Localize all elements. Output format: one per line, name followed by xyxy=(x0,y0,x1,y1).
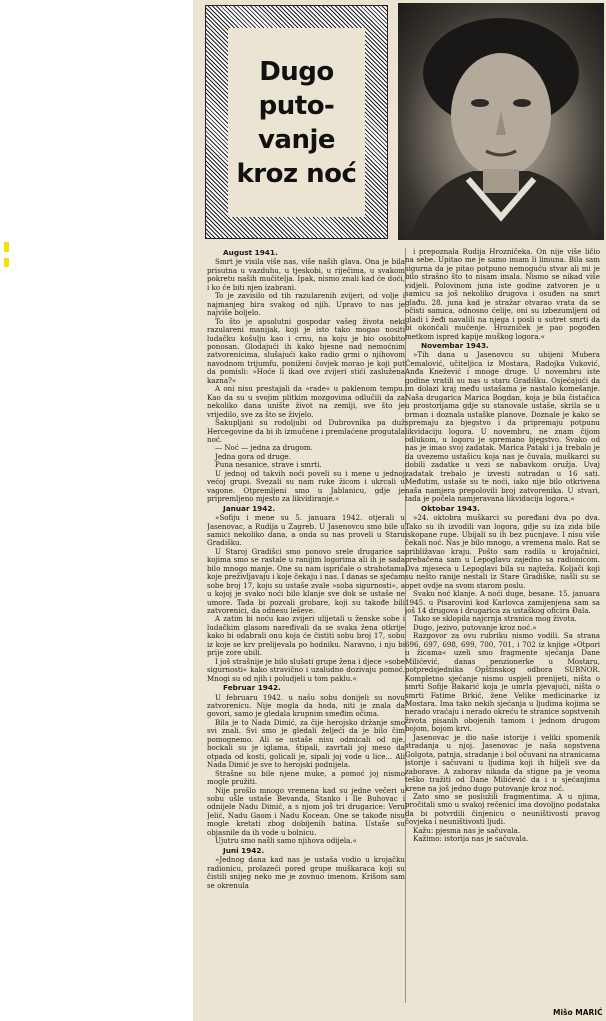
title-panel xyxy=(228,28,365,217)
article-column-left xyxy=(207,248,405,1018)
article-paragraph: Bila je to Nada Dimić, za čije herojsko držanje smo svi znali. Svi smo je gledali željeći da je bilo čim pomognemo. Ali se ustaše nisu odmicali od nje, bockali su je iglama, štipali, zavrtali joj meso da otpada od kosti, golicali je, sipali joj vode u lice... Ali Nada Dimić je sve to herojski podnijela. xyxy=(207,717,405,770)
author-signature: Mišo MARIĆ xyxy=(553,1008,603,1017)
article-paragraph: A zatim bi noću kao zvijeri ulijetali u ženske sobe i ludačkim glasom naređivali da se svaka žena otkrije kako bi odabrali onu koja će čistiti sobu broj 17, sobu iz koje se krv prelijevala po hodniku. Naravno, i nju bi prije zore ubili. xyxy=(207,614,405,658)
article-paragraph: »Jednog dana kad nas je ustaša vodio u krojačku radionicu, prolazeći pored grupe muškaraca koji su čistili snijeg neko me je zovnuo imenom. Krišom sam se okrenula xyxy=(207,855,405,890)
article-paragraph: To što je apsolutni gospodar vašeg života neki razulareni manijak, koji je isto tako mogao nositi ludačku košulju kao i crnu, na koju je bio osobito ponosan. Glodajući ih kako bjesne nad nemoćnim zatvorenicima, slušajući kako radio grmi o njihovom navodnom trijumfu, poniženi čovjek morao je koji put da pomisli: »Hoće li ikad ove zvijeri stići zaslužena kazna?« xyxy=(207,316,405,385)
title-box xyxy=(205,5,388,239)
article-paragraph: Sakupljani su rodoljubi od Dubrovnika pa duž Hercegovine da bi ih izmučene i premlaćene progutala noć. xyxy=(207,418,405,444)
section-heading: Novembar 1943. xyxy=(421,340,489,350)
article-paragraph: Smrt je visila više nas, više naših glava. Ona je bila prisutna u vazduhu, u tjeskobi, u riječima, u svakom pokretu naših mučitelja. Ipak, nismo znali kad će doći, i ko će biti njen izabrani. xyxy=(207,257,405,292)
article-paragraph: Jedna gora od druge. xyxy=(215,451,291,461)
highlight-mark xyxy=(4,242,9,252)
article-paragraph: I još strašnije je bilo slušati grupe žena i djece »sobe sigurnosti« kako stravično i uzaludno dozivaju pomoć. Mnogi su od njih i poludjeli u tom paklu.« xyxy=(207,656,405,683)
article-paragraph: Ujutru smo našli samo njihova odijela.« xyxy=(215,836,357,846)
article-paragraph: Tako se sklopila najcrnja stranica mog života. xyxy=(413,614,577,624)
highlight-mark xyxy=(4,258,9,267)
article-column-right xyxy=(405,248,600,1008)
portrait-illustration xyxy=(398,3,604,240)
article-paragraph: »Tih dana u Jasenovcu su ubijeni Mubera Ćemalović, učiteljica iz Mostara, Radojka Vuković, Anđa Knežević i mnoge druge. U novembru iste godine vratili su nas u staru Gradišku. Osjećajući da im dolazi kraj među ustašama je nastalo komešanje. Naša drugarica Marica Bogdan, koja je bila čistačica u prostorijama gdje su stanovale ustaše, skrila se u orman i doznala ustaške planove. Doznale je kako se spremaju za bjegstvo i da pripremaju potpunu likvidaciju logora. U novembru, ne znam čijom odlukom, u logoru je spremano bjegstvo. Svako od nas je imao svoj zadatak. Marica Pataki i ja trebalo je da uvezemo ustašicu koja nas je čuvala, muškarci su dobili zadatke u vezi se nabavkom oružja. Uvaj zadatak trebalo je izvesti sutradan u 16 sati. Međutim, ustaše su te noći, iako nije bilo otkrivena naša namjera prepolovili broj zatvorenika. U stvari, tada je počela namjeravana likvidacija logora.« xyxy=(405,350,600,504)
section-heading: Januar 1942. xyxy=(223,503,276,513)
newspaper-clipping xyxy=(193,0,606,1021)
article-paragraph: Svaku noć klanje. A noći duge, besane. 15. januara 1945. u Pisarovini kod Karlovca zamijenjena sam sa još 14 drugova i drugarica za ustaškog oficira Đala. xyxy=(405,589,600,616)
article-paragraph: Zato smo se poslužili fragmentima. A u njima, pročitali smo u svakoj rečenici ima dovoljno podataka da bi potvrdili činjenicu o neuništivosti pravog čovjeka i neuništivosti ljudi. xyxy=(405,792,600,827)
article-paragraph: Razgovor za ovu rubriku nismo vodili. Sa strana 696, 697, 698, 699, 700, 701, i 702 iz knjige »Otpori u žicama« uzeli smo fragmente sjećanja Dane Milićević, danas penzionerke u Mostaru, potpredsjednika Opštinskog odbora SUBNOR. Kompletno sjećanje nismo uspjeli prenijeti, ništa o smrti Sofije Bakarić koja je umrla pjevajući, ništa o smrti Fatime Brkić, žene Velike medicinarke iz Mostara. Ima tako nekih sjećanja u ljudima kojima se nerado vraćaju i nerado okreću te stranice sopstvenih života pisanih obojenih tamom i jednom drugom bojom, bojom krvi. xyxy=(405,631,600,734)
section-heading: Juni 1942. xyxy=(223,845,265,855)
article-paragraph: U februaru 1942. u našu sobu donijeli su novu zatvorenicu. Nije mogla da hoda, niti je znala da govori, samo je gledala krupnim smeđim očima. xyxy=(207,692,405,719)
article-paragraph: Kažimo: istorija nas je sačuvala. xyxy=(413,834,529,844)
article-paragraph: Jasenovac je dio naše istorije i veliki spomenik stradanja u njoj. Jasenovac je naša sopstvena Golgota, patnja, stradanje i bol očuvani na stranicama istorije i sačuvani u ljudima koji ih hiljeli sve da zaboravе. A zaborav nikada da stigne pa je veoma teško tražiti od Dane Milićević da i u sjećanjima krene na još jedno dugo putovanje kroz noć. xyxy=(405,732,600,793)
article-paragraph: »Sofiju i mene su 5. januara 1942. otjerali u Jasenovac, a Rudija u Zagreb. U Jasenovcu smo bile u samici nekoliko dana, a onda su nas proveli u Staru Gradišku. xyxy=(207,513,405,548)
article-paragraph: Dugo, jezivo, putovanje kroz noć.« xyxy=(413,622,537,632)
article-paragraph: U jednoj od takvih noći poveli su i mene u jednoj većoj grupi. Svezali su nam ruke žicom i ukrcali u vagone. Otpremljeni smo u Jablanicu, gdje je pripremljeno mjesto za likvidiranje.« xyxy=(207,468,405,504)
article-paragraph: »24. oktobra muškarci su poređani dva po dva. Tako su ih izvodili van logora, gdje su iza zida bile iskopane rupe. Ubijali su ih bez pucnjave. I nisu više čekali noć. Nas je bilo mnogo, a vremena malo. Rat se približavao kraju. Pošto sam radila u krojačnici, prebačena sam u Lepoglavu zajedno sa radionicom. Dva mjeseca u Lepoglavi bila su najteža. Koljači koji su nešto ranije nestali iz Stare Gradiške, našli su se opet ovdje na svom starom poslu. xyxy=(405,513,600,590)
article-paragraph: Strašne su bile njene muke, a pomoć joj nismo mogle pružiti. xyxy=(207,768,405,787)
section-heading: Oktobar 1943. xyxy=(421,503,480,513)
article-paragraph: — Noć — jedna za drugom. xyxy=(215,443,313,453)
article-paragraph: U Staroj Gradišci smo ponovo srele drugarice sa kojima smo se rastale u ranijim logorima ali ih je sada bilo mnogo manje. One su nam ispričale o strahotama koje preživljavaju i koje čekaju i nas. I danas se sjećam sobe broj 17, koju su ustaše zvale »soba sigurnosti«, a u kojoj je svako noći bilo klanje sve dok se ustaše ne umore. Tada bi pozvali grobare, koji su takođe bili zatvorenici, da odnesu leševe. xyxy=(207,546,405,616)
article-paragraph: Puna nesanice, strave i smrti. xyxy=(215,460,322,470)
article-title: Dugo puto- vanje kroz noć xyxy=(236,56,357,189)
article-paragraph: A oni nisu prestajali da »rade« u paklenom tempu. Kao da su u svojim plitkim mozgovima odlučili da za nekoliko dana unište život na zemlji, sve što je vrijedilo, sve za što se živjelo. xyxy=(207,384,405,419)
article-paragraph: To je zavisilo od tih razularenih zvijeri, od volje i najmanjeg hira svakog od njih. Upravo to nas je najviše boljelo. xyxy=(207,291,405,318)
article-paragraph: Nije prošlo mnogo vremena kad su jedne večeri u sobu ušle ustaše Bevanda, Stanko i Ile Buhovac i odnijele Nadu Dimić, a s njom još tri drugarice: Veru Jelić, Nadu Gaom i Nadu Kocean. One se takođe nisu mogle kretati zbog dobijenih batina. Ustaše su objasnile da ih vode u bolnicu. xyxy=(207,785,405,837)
section-heading: August 1941. xyxy=(223,248,278,257)
portrait-photo xyxy=(398,3,604,240)
section-heading: Februar 1942. xyxy=(223,683,281,693)
article-paragraph: Kažu: pjesma nas je sačuvala. xyxy=(413,825,521,835)
article-paragraph: i prepoznala Rudija Hrozničeka. On nije više ličio na sebe. Upitao me je samo imam li limuna. Bila sam sigurna da je pitao potpuno nemoguću stvar ali mi je bilo strašno što to nisam imala. Nismo se nikad više vidjeli. Polovinom juna iste godine zatvoren je u samicu sa još nekoliko drugova i osuđen na smrt glađu. 28. juna kad je stražar otvarao vrata da se očisti samica, odnosno ćelije, oni su izbezumljeni od gladi i žeđi navalili na njega i posli u sutret smrti da bi okončali mučenje. Hrozniček je pao pogođen metkom ispred kapije muškog logora.« xyxy=(405,248,600,341)
